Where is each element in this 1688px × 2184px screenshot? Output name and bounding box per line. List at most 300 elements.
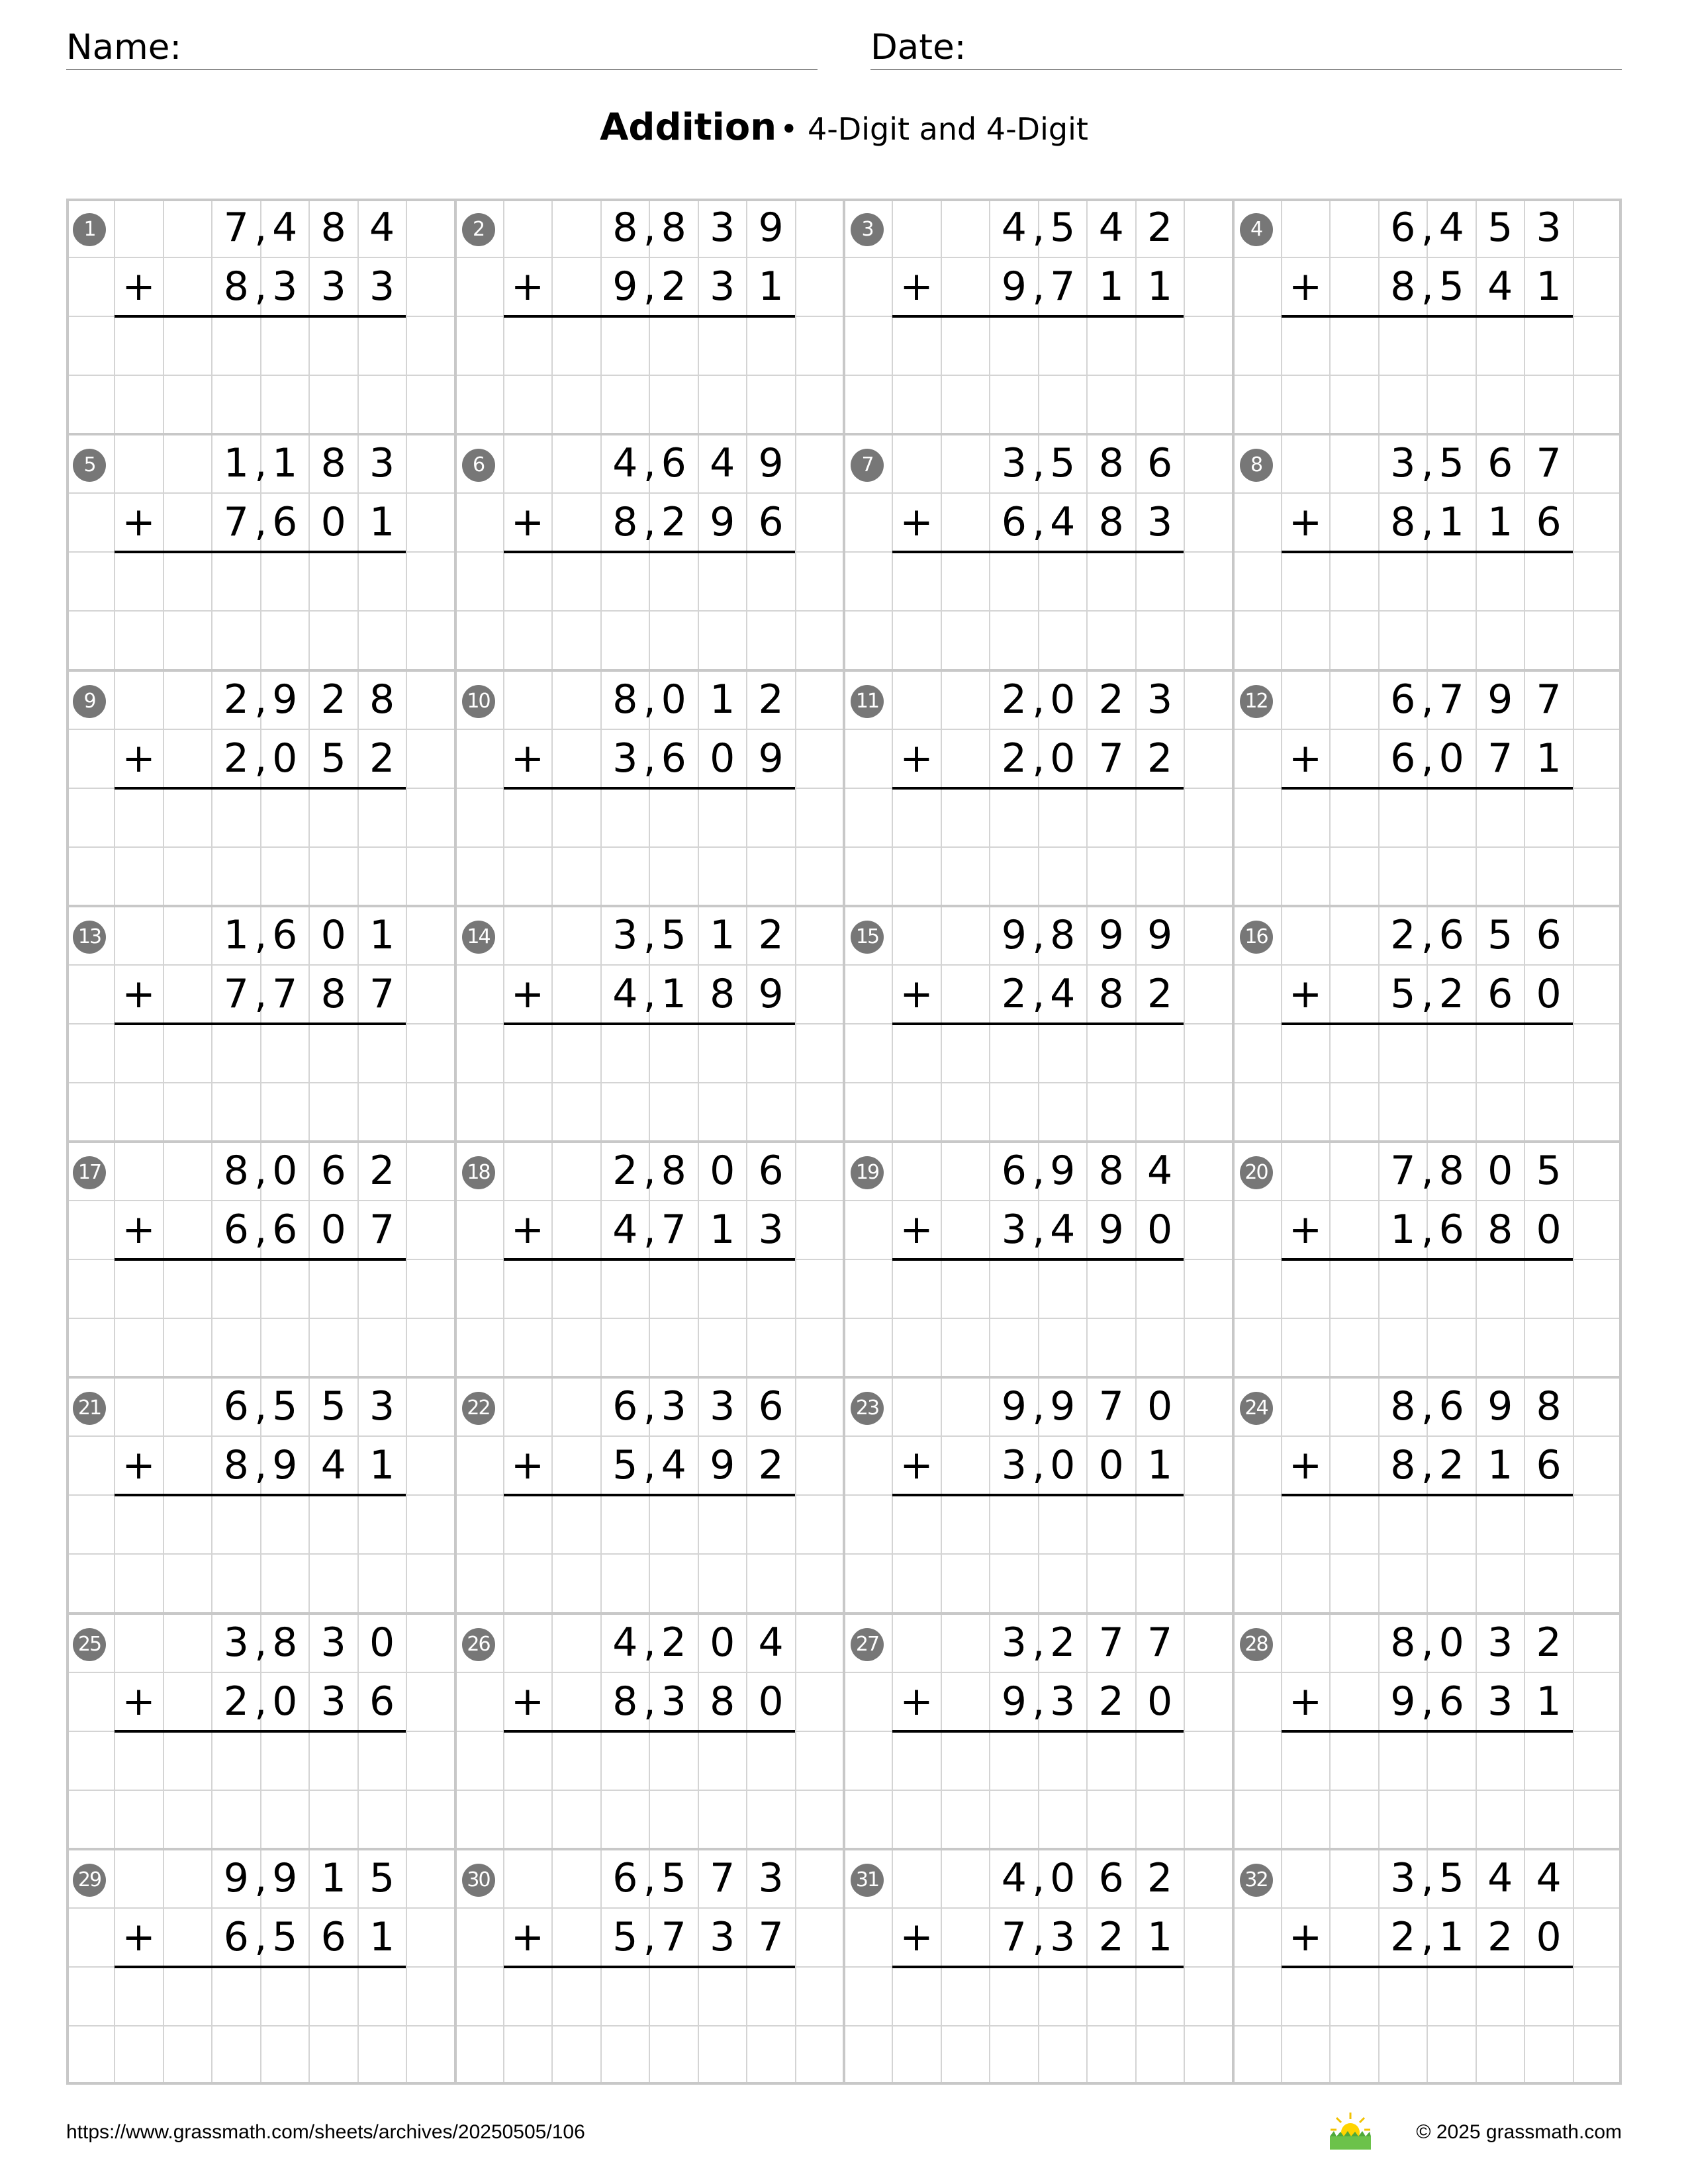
digit: 7 <box>272 970 298 1017</box>
plus-sign: + <box>510 1442 545 1489</box>
digit: 0 <box>272 1678 298 1725</box>
digit: 9 <box>1001 1678 1027 1725</box>
digit: 2 <box>1147 205 1173 251</box>
digit: 7 <box>1098 1619 1124 1666</box>
digit: 0 <box>710 1619 735 1666</box>
digit: 8 <box>1390 499 1416 546</box>
digit: 4 <box>1147 1148 1173 1194</box>
answer-area[interactable] <box>504 1731 796 1790</box>
problem-number-badge: 19 <box>851 1156 884 1189</box>
date-field[interactable] <box>870 25 1622 70</box>
problem-number-badge: 24 <box>1240 1392 1273 1425</box>
digit: 9 <box>758 735 784 782</box>
answer-area[interactable] <box>1282 1731 1573 1790</box>
footer-url[interactable]: https://www.grassmath.com/sheets/archives/20250505/106 <box>66 2121 585 2143</box>
addition-problem <box>844 1142 1233 1377</box>
digit: 8 <box>223 263 249 310</box>
addition-problem <box>844 1849 1233 2085</box>
thousands-separator: , <box>1032 1854 1045 1901</box>
digit: 3 <box>661 1383 686 1430</box>
digit: 0 <box>1050 676 1076 723</box>
problem-number-badge: 9 <box>73 685 106 718</box>
digit: 2 <box>758 676 784 723</box>
digit: 8 <box>1390 263 1416 310</box>
digit: 6 <box>1536 499 1562 546</box>
plus-sign: + <box>122 735 156 782</box>
problem-number-badge: 25 <box>73 1628 106 1661</box>
digit: 7 <box>1098 1383 1124 1430</box>
digit: 6 <box>758 499 784 546</box>
digit: 2 <box>1147 735 1173 782</box>
answer-area[interactable] <box>892 1259 1184 1318</box>
plus-sign: + <box>122 1913 156 1960</box>
digit: 7 <box>1001 1913 1027 1960</box>
digit: 9 <box>1098 911 1124 958</box>
digit: 2 <box>1438 970 1464 1017</box>
problem-number-badge: 18 <box>462 1156 495 1189</box>
digit: 1 <box>1536 1678 1562 1725</box>
answer-area[interactable] <box>504 552 796 611</box>
plus-sign: + <box>510 263 545 310</box>
digit: 5 <box>1438 440 1464 487</box>
digit: 3 <box>272 263 298 310</box>
digit: 8 <box>1098 499 1124 546</box>
digit: 6 <box>661 735 686 782</box>
answer-area[interactable] <box>1282 1967 1573 2026</box>
digit: 2 <box>661 499 686 546</box>
name-label: Name: <box>66 27 182 68</box>
thousands-separator: , <box>1421 263 1434 310</box>
digit: 1 <box>1536 263 1562 310</box>
answer-area[interactable] <box>504 1495 796 1554</box>
answer-area[interactable] <box>892 1495 1184 1554</box>
digit: 8 <box>1098 1148 1124 1194</box>
answer-area[interactable] <box>892 788 1184 847</box>
thousands-separator: , <box>643 1678 656 1725</box>
digit: 0 <box>1536 1206 1562 1253</box>
answer-area[interactable] <box>504 1967 796 2026</box>
digit: 4 <box>758 1619 784 1666</box>
digit: 9 <box>1001 911 1027 958</box>
digit: 3 <box>758 1854 784 1901</box>
answer-area[interactable] <box>115 316 406 375</box>
answer-area[interactable] <box>115 1495 406 1554</box>
digit: 9 <box>758 970 784 1017</box>
digit: 3 <box>1147 676 1173 723</box>
thousands-separator: , <box>1421 1148 1434 1194</box>
digit: 3 <box>223 1619 249 1666</box>
footer-copyright: © 2025 grassmath.com <box>1416 2121 1622 2143</box>
problem-number-badge: 12 <box>1240 685 1273 718</box>
digit: 6 <box>272 499 298 546</box>
answer-area[interactable] <box>504 1259 796 1318</box>
digit: 6 <box>1438 1206 1464 1253</box>
answer-area[interactable] <box>1282 552 1573 611</box>
answer-area[interactable] <box>1282 1024 1573 1083</box>
addition-problem <box>1233 1377 1622 1613</box>
thousands-separator: , <box>1032 1678 1045 1725</box>
digit: 9 <box>272 1442 298 1489</box>
addition-problem <box>844 1377 1233 1613</box>
digit: 2 <box>661 263 686 310</box>
answer-area[interactable] <box>892 1024 1184 1083</box>
problem-number-badge: 15 <box>851 921 884 954</box>
thousands-separator: , <box>1421 1619 1434 1666</box>
answer-area[interactable] <box>1282 1259 1573 1318</box>
digit: 0 <box>1050 1442 1076 1489</box>
addition-problem <box>66 906 455 1142</box>
thousands-separator: , <box>1421 970 1434 1017</box>
thousands-separator: , <box>643 1148 656 1194</box>
addition-problem <box>1233 906 1622 1142</box>
digit: 2 <box>1098 676 1124 723</box>
digit: 6 <box>272 911 298 958</box>
digit: 5 <box>272 1913 298 1960</box>
plus-sign: + <box>510 1206 545 1253</box>
digit: 5 <box>661 1854 686 1901</box>
digit: 9 <box>1001 1383 1027 1430</box>
digit: 9 <box>1001 263 1027 310</box>
digit: 1 <box>1147 263 1173 310</box>
thousands-separator: , <box>1032 205 1045 251</box>
problem-grid <box>66 199 1622 2085</box>
plus-sign: + <box>1288 970 1323 1017</box>
digit: 1 <box>1536 735 1562 782</box>
digit: 2 <box>1050 1619 1076 1666</box>
plus-sign: + <box>1288 1913 1323 1960</box>
answer-area[interactable] <box>1282 788 1573 847</box>
digit: 5 <box>272 1383 298 1430</box>
digit: 4 <box>612 970 638 1017</box>
thousands-separator: , <box>254 1913 267 1960</box>
digit: 6 <box>1438 1383 1464 1430</box>
thousands-separator: , <box>254 499 267 546</box>
digit: 8 <box>612 1678 638 1725</box>
answer-area[interactable] <box>115 788 406 847</box>
digit: 5 <box>320 735 346 782</box>
digit: 2 <box>320 676 346 723</box>
thousands-separator: , <box>643 440 656 487</box>
digit: 8 <box>710 970 735 1017</box>
plus-sign: + <box>510 735 545 782</box>
digit: 7 <box>1050 263 1076 310</box>
digit: 3 <box>1390 440 1416 487</box>
digit: 8 <box>1390 1442 1416 1489</box>
digit: 6 <box>1487 440 1513 487</box>
answer-area[interactable] <box>115 1259 406 1318</box>
digit: 6 <box>1438 1678 1464 1725</box>
answer-area[interactable] <box>892 552 1184 611</box>
digit: 1 <box>369 1913 395 1960</box>
problem-number-badge: 5 <box>73 449 106 482</box>
digit: 8 <box>1536 1383 1562 1430</box>
answer-area[interactable] <box>115 552 406 611</box>
problem-number-badge: 23 <box>851 1392 884 1425</box>
title-main: Addition <box>600 106 777 149</box>
digit: 3 <box>1536 205 1562 251</box>
problem-number-badge: 6 <box>462 449 495 482</box>
digit: 8 <box>612 676 638 723</box>
digit: 0 <box>1438 735 1464 782</box>
digit: 9 <box>710 499 735 546</box>
digit: 4 <box>661 1442 686 1489</box>
digit: 8 <box>661 205 686 251</box>
digit: 0 <box>272 735 298 782</box>
digit: 6 <box>223 1913 249 1960</box>
digit: 7 <box>223 970 249 1017</box>
thousands-separator: , <box>254 1442 267 1489</box>
digit: 0 <box>1050 1854 1076 1901</box>
digit: 4 <box>1050 499 1076 546</box>
addition-problem <box>1233 1142 1622 1377</box>
plus-sign: + <box>1288 499 1323 546</box>
digit: 7 <box>1438 676 1464 723</box>
thousands-separator: , <box>254 263 267 310</box>
digit: 3 <box>1001 1206 1027 1253</box>
thousands-separator: , <box>1032 263 1045 310</box>
digit: 8 <box>710 1678 735 1725</box>
addition-problem <box>455 1614 844 1849</box>
digit: 7 <box>710 1854 735 1901</box>
thousands-separator: , <box>254 676 267 723</box>
addition-problem <box>844 670 1233 906</box>
digit: 3 <box>710 1383 735 1430</box>
thousands-separator: , <box>1421 1442 1434 1489</box>
addition-problem <box>844 434 1233 670</box>
digit: 0 <box>1098 1442 1124 1489</box>
thousands-separator: , <box>643 911 656 958</box>
digit: 9 <box>1487 676 1513 723</box>
addition-problem <box>1233 1849 1622 2085</box>
addition-problem <box>66 670 455 906</box>
digit: 1 <box>369 911 395 958</box>
digit: 6 <box>320 1148 346 1194</box>
digit: 6 <box>320 1913 346 1960</box>
addition-problem <box>66 1377 455 1613</box>
thousands-separator: , <box>1421 1383 1434 1430</box>
digit: 5 <box>1050 205 1076 251</box>
digit: 7 <box>1390 1148 1416 1194</box>
thousands-separator: , <box>1032 1913 1045 1960</box>
digit: 3 <box>710 205 735 251</box>
digit: 3 <box>1147 499 1173 546</box>
digit: 1 <box>272 440 298 487</box>
digit: 8 <box>1438 1148 1464 1194</box>
digit: 8 <box>223 1442 249 1489</box>
digit: 3 <box>1050 1913 1076 1960</box>
thousands-separator: , <box>1421 499 1434 546</box>
digit: 5 <box>1487 205 1513 251</box>
digit: 7 <box>661 1206 686 1253</box>
thousands-separator: , <box>1421 1913 1434 1960</box>
answer-area[interactable] <box>504 788 796 847</box>
digit: 7 <box>1098 735 1124 782</box>
answer-area[interactable] <box>504 316 796 375</box>
digit: 9 <box>272 1854 298 1901</box>
thousands-separator: , <box>254 970 267 1017</box>
digit: 3 <box>1001 1619 1027 1666</box>
answer-area[interactable] <box>892 1731 1184 1790</box>
digit: 6 <box>1438 911 1464 958</box>
thousands-separator: , <box>1032 1148 1045 1194</box>
thousands-separator: , <box>254 911 267 958</box>
problem-number-badge: 4 <box>1240 213 1273 246</box>
thousands-separator: , <box>1421 1206 1434 1253</box>
digit: 5 <box>612 1913 638 1960</box>
digit: 1 <box>1487 499 1513 546</box>
digit: 5 <box>1438 263 1464 310</box>
digit: 0 <box>710 1148 735 1194</box>
digit: 1 <box>1098 263 1124 310</box>
thousands-separator: , <box>643 735 656 782</box>
thousands-separator: , <box>643 970 656 1017</box>
digit: 4 <box>320 1442 346 1489</box>
digit: 3 <box>369 263 395 310</box>
digit: 2 <box>1001 970 1027 1017</box>
problem-number-badge: 22 <box>462 1392 495 1425</box>
digit: 1 <box>661 970 686 1017</box>
name-field[interactable] <box>66 25 818 70</box>
problem-number-badge: 30 <box>462 1864 495 1897</box>
problem-number-badge: 20 <box>1240 1156 1273 1189</box>
answer-area[interactable] <box>892 1967 1184 2026</box>
digit: 8 <box>223 1148 249 1194</box>
digit: 0 <box>1438 1619 1464 1666</box>
addition-problem <box>844 906 1233 1142</box>
digit: 8 <box>1487 1206 1513 1253</box>
problem-number-badge: 32 <box>1240 1864 1273 1897</box>
digit: 1 <box>320 1854 346 1901</box>
answer-area[interactable] <box>892 316 1184 375</box>
digit: 6 <box>1098 1854 1124 1901</box>
addition-problem <box>66 199 455 434</box>
thousands-separator: , <box>643 499 656 546</box>
plus-sign: + <box>122 970 156 1017</box>
addition-problem <box>1233 199 1622 434</box>
plus-sign: + <box>1288 263 1323 310</box>
digit: 5 <box>1487 911 1513 958</box>
addition-problem <box>455 1142 844 1377</box>
thousands-separator: , <box>254 1854 267 1901</box>
plus-sign: + <box>900 735 933 782</box>
digit: 3 <box>612 911 638 958</box>
addition-problem <box>844 1614 1233 1849</box>
thousands-separator: , <box>643 1913 656 1960</box>
digit: 3 <box>710 263 735 310</box>
plus-sign: + <box>122 499 156 546</box>
digit: 1 <box>223 440 249 487</box>
thousands-separator: , <box>643 1383 656 1430</box>
addition-problem <box>455 906 844 1142</box>
digit: 8 <box>1098 440 1124 487</box>
digit: 0 <box>1147 1383 1173 1430</box>
plus-sign: + <box>510 970 545 1017</box>
digit: 5 <box>1050 440 1076 487</box>
answer-area[interactable] <box>115 1731 406 1790</box>
digit: 0 <box>710 735 735 782</box>
digit: 8 <box>661 1148 686 1194</box>
digit: 7 <box>758 1913 784 1960</box>
digit: 6 <box>1390 676 1416 723</box>
digit: 0 <box>1147 1678 1173 1725</box>
plus-sign: + <box>122 1678 156 1725</box>
answer-area[interactable] <box>1282 316 1573 375</box>
digit: 4 <box>1050 1206 1076 1253</box>
digit: 8 <box>1390 1619 1416 1666</box>
digit: 2 <box>369 1148 395 1194</box>
digit: 5 <box>1390 970 1416 1017</box>
digit: 6 <box>1487 970 1513 1017</box>
thousands-separator: , <box>1421 911 1434 958</box>
digit: 7 <box>1536 676 1562 723</box>
addition-problem <box>455 670 844 906</box>
plus-sign: + <box>122 263 156 310</box>
digit: 2 <box>1147 1854 1173 1901</box>
thousands-separator: , <box>1421 1678 1434 1725</box>
thousands-separator: , <box>1421 1854 1434 1901</box>
plus-sign: + <box>900 970 933 1017</box>
answer-area[interactable] <box>504 1024 796 1083</box>
digit: 2 <box>661 1619 686 1666</box>
thousands-separator: , <box>254 1383 267 1430</box>
addition-problem <box>455 434 844 670</box>
problem-number-badge: 10 <box>462 685 495 718</box>
digit: 3 <box>1050 1678 1076 1725</box>
digit: 6 <box>1001 1148 1027 1194</box>
digit: 1 <box>758 263 784 310</box>
digit: 4 <box>369 205 395 251</box>
digit: 5 <box>1438 1854 1464 1901</box>
digit: 8 <box>612 499 638 546</box>
digit: 1 <box>1390 1206 1416 1253</box>
digit: 2 <box>369 735 395 782</box>
problem-number-badge: 3 <box>851 213 884 246</box>
problem-number-badge: 8 <box>1240 449 1273 482</box>
problem-number-badge: 17 <box>73 1156 106 1189</box>
digit: 1 <box>710 676 735 723</box>
digit: 3 <box>369 1383 395 1430</box>
thousands-separator: , <box>1032 1442 1045 1489</box>
plus-sign: + <box>1288 1206 1323 1253</box>
digit: 7 <box>661 1913 686 1960</box>
plus-sign: + <box>900 263 933 310</box>
digit: 6 <box>758 1383 784 1430</box>
digit: 7 <box>1487 735 1513 782</box>
plus-sign: + <box>1288 1678 1323 1725</box>
addition-problem <box>66 434 455 670</box>
answer-area[interactable] <box>115 1967 406 2026</box>
digit: 0 <box>1536 1913 1562 1960</box>
addition-problem <box>1233 670 1622 906</box>
plus-sign: + <box>1288 1442 1323 1489</box>
digit: 1 <box>223 911 249 958</box>
digit: 4 <box>1487 1854 1513 1901</box>
addition-problem <box>455 199 844 434</box>
thousands-separator: , <box>643 676 656 723</box>
thousands-separator: , <box>254 1619 267 1666</box>
plus-sign: + <box>900 499 933 546</box>
answer-area[interactable] <box>115 1024 406 1083</box>
digit: 2 <box>758 1442 784 1489</box>
digit: 6 <box>272 1206 298 1253</box>
digit: 4 <box>1098 205 1124 251</box>
problem-number-badge: 13 <box>73 921 106 954</box>
digit: 2 <box>612 1148 638 1194</box>
thousands-separator: , <box>1032 735 1045 782</box>
answer-area[interactable] <box>1282 1495 1573 1554</box>
addition-problem <box>844 199 1233 434</box>
digit: 9 <box>612 263 638 310</box>
